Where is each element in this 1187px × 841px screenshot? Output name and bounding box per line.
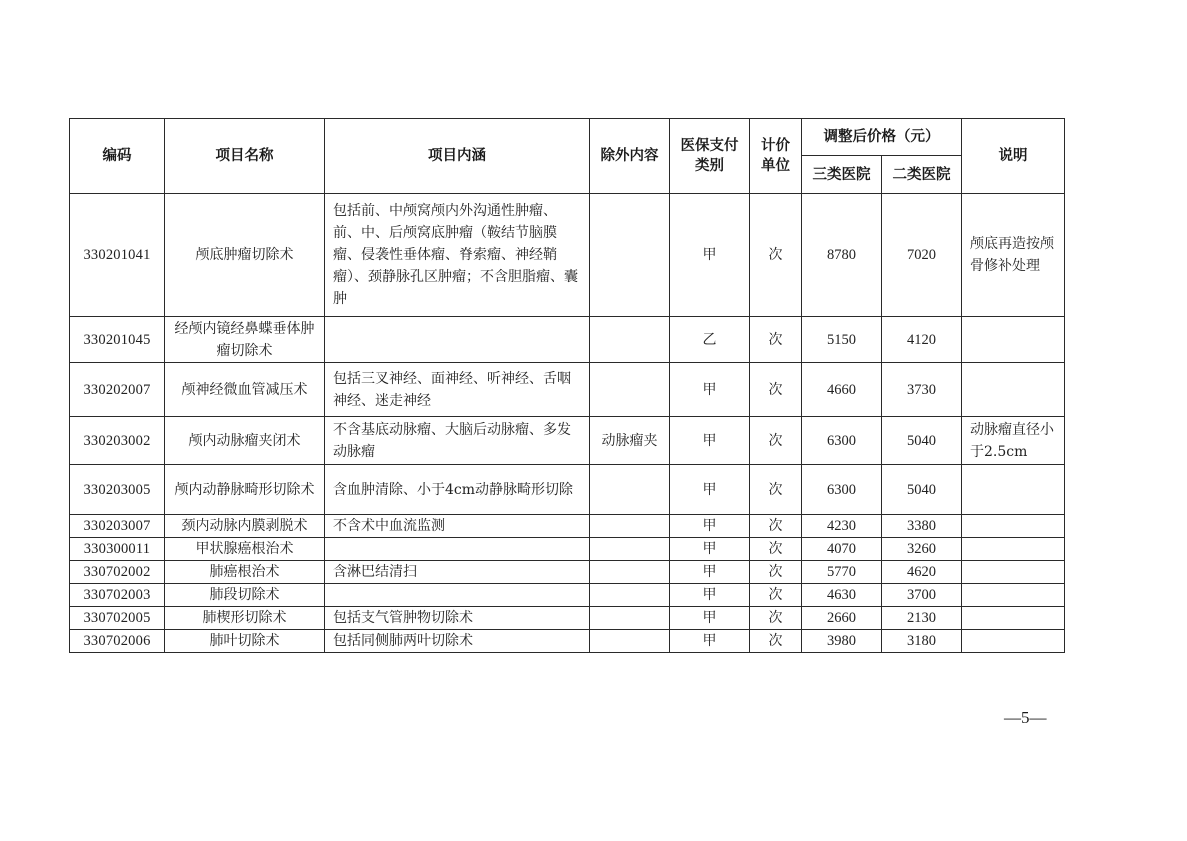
row-code: 330300011 (70, 538, 165, 561)
row-price-class3: 4230 (802, 515, 882, 538)
row-unit: 次 (750, 194, 802, 317)
row-price-class2: 2130 (882, 607, 962, 630)
table-row (70, 584, 1065, 607)
row-content: 包括支气管肿物切除术 (325, 607, 590, 630)
row-note: 动脉瘤直径小于2.5cm (962, 417, 1065, 465)
row-excluded (590, 630, 670, 653)
row-content: 不含基底动脉瘤、大脑后动脉瘤、多发动脉瘤 (325, 417, 590, 465)
row-unit: 次 (750, 515, 802, 538)
row-price-class3: 4070 (802, 538, 882, 561)
row-unit: 次 (750, 561, 802, 584)
row-price-class2: 3730 (882, 363, 962, 417)
row-note (962, 317, 1065, 363)
row-excluded (590, 317, 670, 363)
row-category: 甲 (670, 561, 750, 584)
row-price-class3: 8780 (802, 194, 882, 317)
row-category: 甲 (670, 194, 750, 317)
row-category: 甲 (670, 465, 750, 515)
row-code: 330702002 (70, 561, 165, 584)
row-unit: 次 (750, 584, 802, 607)
row-name: 肺癌根治术 (165, 561, 325, 584)
row-excluded: 动脉瘤夹 (590, 417, 670, 465)
row-excluded (590, 194, 670, 317)
header-insurance-category: 医保支付类别 (670, 119, 750, 194)
row-price-class3: 5150 (802, 317, 882, 363)
table-body (70, 194, 1065, 653)
row-name: 颈内动脉内膜剥脱术 (165, 515, 325, 538)
row-note (962, 630, 1065, 653)
row-code: 330202007 (70, 363, 165, 417)
header-class2-hospital: 二类医院 (882, 156, 962, 194)
row-name: 甲状腺癌根治术 (165, 538, 325, 561)
row-price-class3: 6300 (802, 465, 882, 515)
row-note (962, 538, 1065, 561)
table-row (70, 607, 1065, 630)
row-content: 含淋巴结清扫 (325, 561, 590, 584)
row-category: 甲 (670, 417, 750, 465)
row-unit: 次 (750, 465, 802, 515)
row-excluded (590, 363, 670, 417)
row-code: 330702005 (70, 607, 165, 630)
row-content (325, 584, 590, 607)
row-price-class3: 4660 (802, 363, 882, 417)
row-name: 颅内动脉瘤夹闭术 (165, 417, 325, 465)
row-excluded (590, 584, 670, 607)
row-price-class2: 4120 (882, 317, 962, 363)
row-content: 含血肿清除、小于4cm动静脉畸形切除 (325, 465, 590, 515)
row-unit: 次 (750, 317, 802, 363)
row-code: 330203002 (70, 417, 165, 465)
row-category: 甲 (670, 538, 750, 561)
table-row (70, 630, 1065, 653)
row-excluded (590, 465, 670, 515)
header-name: 项目名称 (165, 119, 325, 194)
row-code: 330201041 (70, 194, 165, 317)
table-header (70, 119, 1065, 194)
header-excluded: 除外内容 (590, 119, 670, 194)
row-price-class2: 5040 (882, 465, 962, 515)
page-number: —5— (1004, 708, 1047, 727)
row-category: 甲 (670, 584, 750, 607)
row-name: 肺段切除术 (165, 584, 325, 607)
row-price-class2: 7020 (882, 194, 962, 317)
table-row (70, 317, 1065, 363)
table-row (70, 515, 1065, 538)
row-note (962, 607, 1065, 630)
row-name: 颅神经微血管减压术 (165, 363, 325, 417)
medical-fee-table (69, 118, 1065, 653)
table-row (70, 194, 1065, 317)
row-code: 330203005 (70, 465, 165, 515)
row-category: 甲 (670, 363, 750, 417)
header-content: 项目内涵 (325, 119, 590, 194)
row-excluded (590, 607, 670, 630)
table-row (70, 465, 1065, 515)
row-note (962, 515, 1065, 538)
row-code: 330702003 (70, 584, 165, 607)
row-price-class2: 5040 (882, 417, 962, 465)
row-category: 甲 (670, 515, 750, 538)
row-unit: 次 (750, 417, 802, 465)
row-note (962, 465, 1065, 515)
header-class3-hospital: 三类医院 (802, 156, 882, 194)
row-code: 330203007 (70, 515, 165, 538)
row-price-class2: 3700 (882, 584, 962, 607)
row-code: 330201045 (70, 317, 165, 363)
row-unit: 次 (750, 538, 802, 561)
row-name: 颅底肿瘤切除术 (165, 194, 325, 317)
row-price-class2: 3380 (882, 515, 962, 538)
row-price-class3: 6300 (802, 417, 882, 465)
row-name: 肺叶切除术 (165, 630, 325, 653)
header-unit: 计价单位 (750, 119, 802, 194)
header-code: 编码 (70, 119, 165, 194)
row-excluded (590, 538, 670, 561)
table-row (70, 561, 1065, 584)
row-note (962, 584, 1065, 607)
row-content (325, 538, 590, 561)
row-price-class3: 5770 (802, 561, 882, 584)
row-content (325, 317, 590, 363)
row-price-class2: 4620 (882, 561, 962, 584)
row-content: 包括同侧肺两叶切除术 (325, 630, 590, 653)
row-category: 甲 (670, 607, 750, 630)
row-price-class3: 3980 (802, 630, 882, 653)
row-category: 乙 (670, 317, 750, 363)
row-note (962, 561, 1065, 584)
table-row (70, 538, 1065, 561)
row-note: 颅底再造按颅骨修补处理 (962, 194, 1065, 317)
row-name: 颅内动静脉畸形切除术 (165, 465, 325, 515)
row-category: 甲 (670, 630, 750, 653)
row-content: 包括三叉神经、面神经、听神经、舌咽神经、迷走神经 (325, 363, 590, 417)
row-excluded (590, 515, 670, 538)
table-row (70, 363, 1065, 417)
row-code: 330702006 (70, 630, 165, 653)
row-unit: 次 (750, 607, 802, 630)
row-name: 肺楔形切除术 (165, 607, 325, 630)
table-row (70, 417, 1065, 465)
row-name: 经颅内镜经鼻蝶垂体肿瘤切除术 (165, 317, 325, 363)
header-note: 说明 (962, 119, 1065, 194)
row-unit: 次 (750, 363, 802, 417)
header-adjusted-price: 调整后价格（元） (802, 119, 962, 156)
row-note (962, 363, 1065, 417)
row-content: 包括前、中颅窝颅内外沟通性肿瘤、前、中、后颅窝底肿瘤（鞍结节脑膜瘤、侵袭性垂体瘤、脊索瘤、神经鞘瘤）、颈静脉孔区肿瘤；不含胆脂瘤、囊肿 (325, 194, 590, 317)
row-price-class3: 4630 (802, 584, 882, 607)
row-unit: 次 (750, 630, 802, 653)
row-price-class2: 3180 (882, 630, 962, 653)
row-excluded (590, 561, 670, 584)
row-price-class2: 3260 (882, 538, 962, 561)
row-content: 不含术中血流监测 (325, 515, 590, 538)
row-price-class3: 2660 (802, 607, 882, 630)
